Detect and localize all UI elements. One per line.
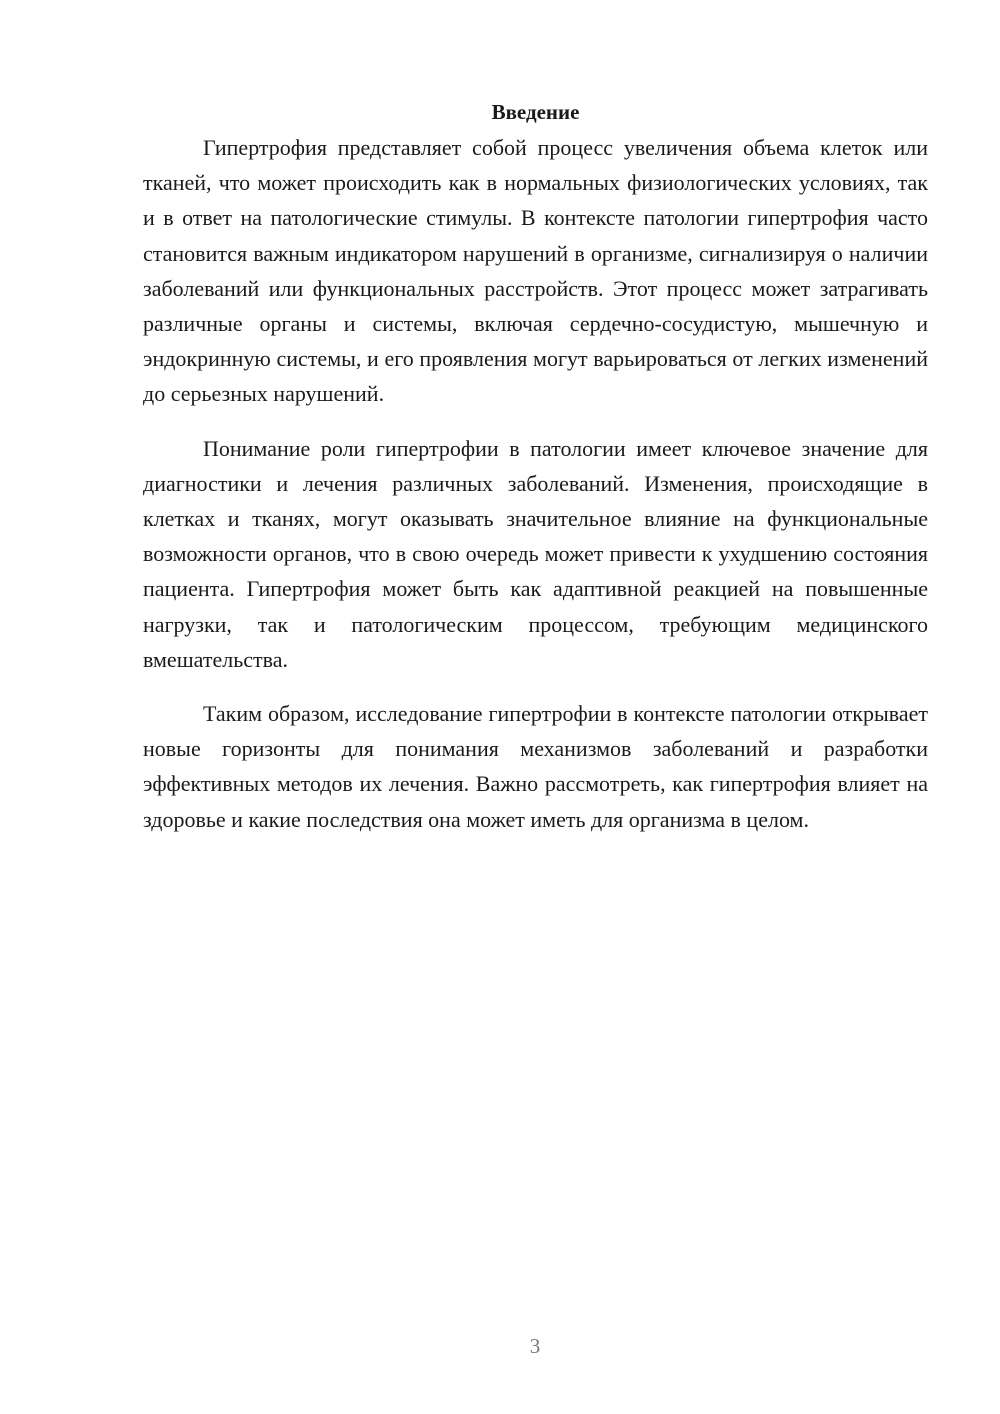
paragraph-conclusion: Таким образом, исследование гипертрофии в контексте патологии открывает новые горизонты для понимания механизмов заболеваний и разработки эффективных методов их лечения. Важно рассмотреть, как гипертрофия влияет на здоровье и какие последствия она может иметь для организма в целом. (143, 701, 928, 832)
section-heading: Введение (491, 100, 580, 124)
paragraph-role: Понимание роли гипертрофии в патологии имеет ключевое значение для диагностики и лечения различных заболеваний. Изменения, происходящие в клетках и тканях, могут оказывать значительное влияние на функциональные возможности органов, что в свою очередь может привести к ухудшению состояния пациента. Гипертрофия может быть как адаптивной реакцией на повышенные нагрузки, так и патологическим процессом, требующим медицинского вмешательства. (143, 435, 928, 672)
page-content (143, 98, 928, 837)
page-number: 3 (529, 1334, 541, 1358)
paragraph-intro: Гипертрофия представляет собой процесс увеличения объема клеток или тканей, что может происходить как в нормальных физиологических условиях, так и в ответ на патологические стимулы. В контексте патологии гипертрофия часто становится важным индикатором нарушений в организме, сигнализируя о наличии заболеваний или функциональных расстройств. Этот процесс может затрагивать различные органы и системы, включая сердечно-сосудистую, мышечную и эндокринную системы, и его проявления могут варьироваться от легких изменений до серьезных нарушений. (143, 135, 928, 407)
